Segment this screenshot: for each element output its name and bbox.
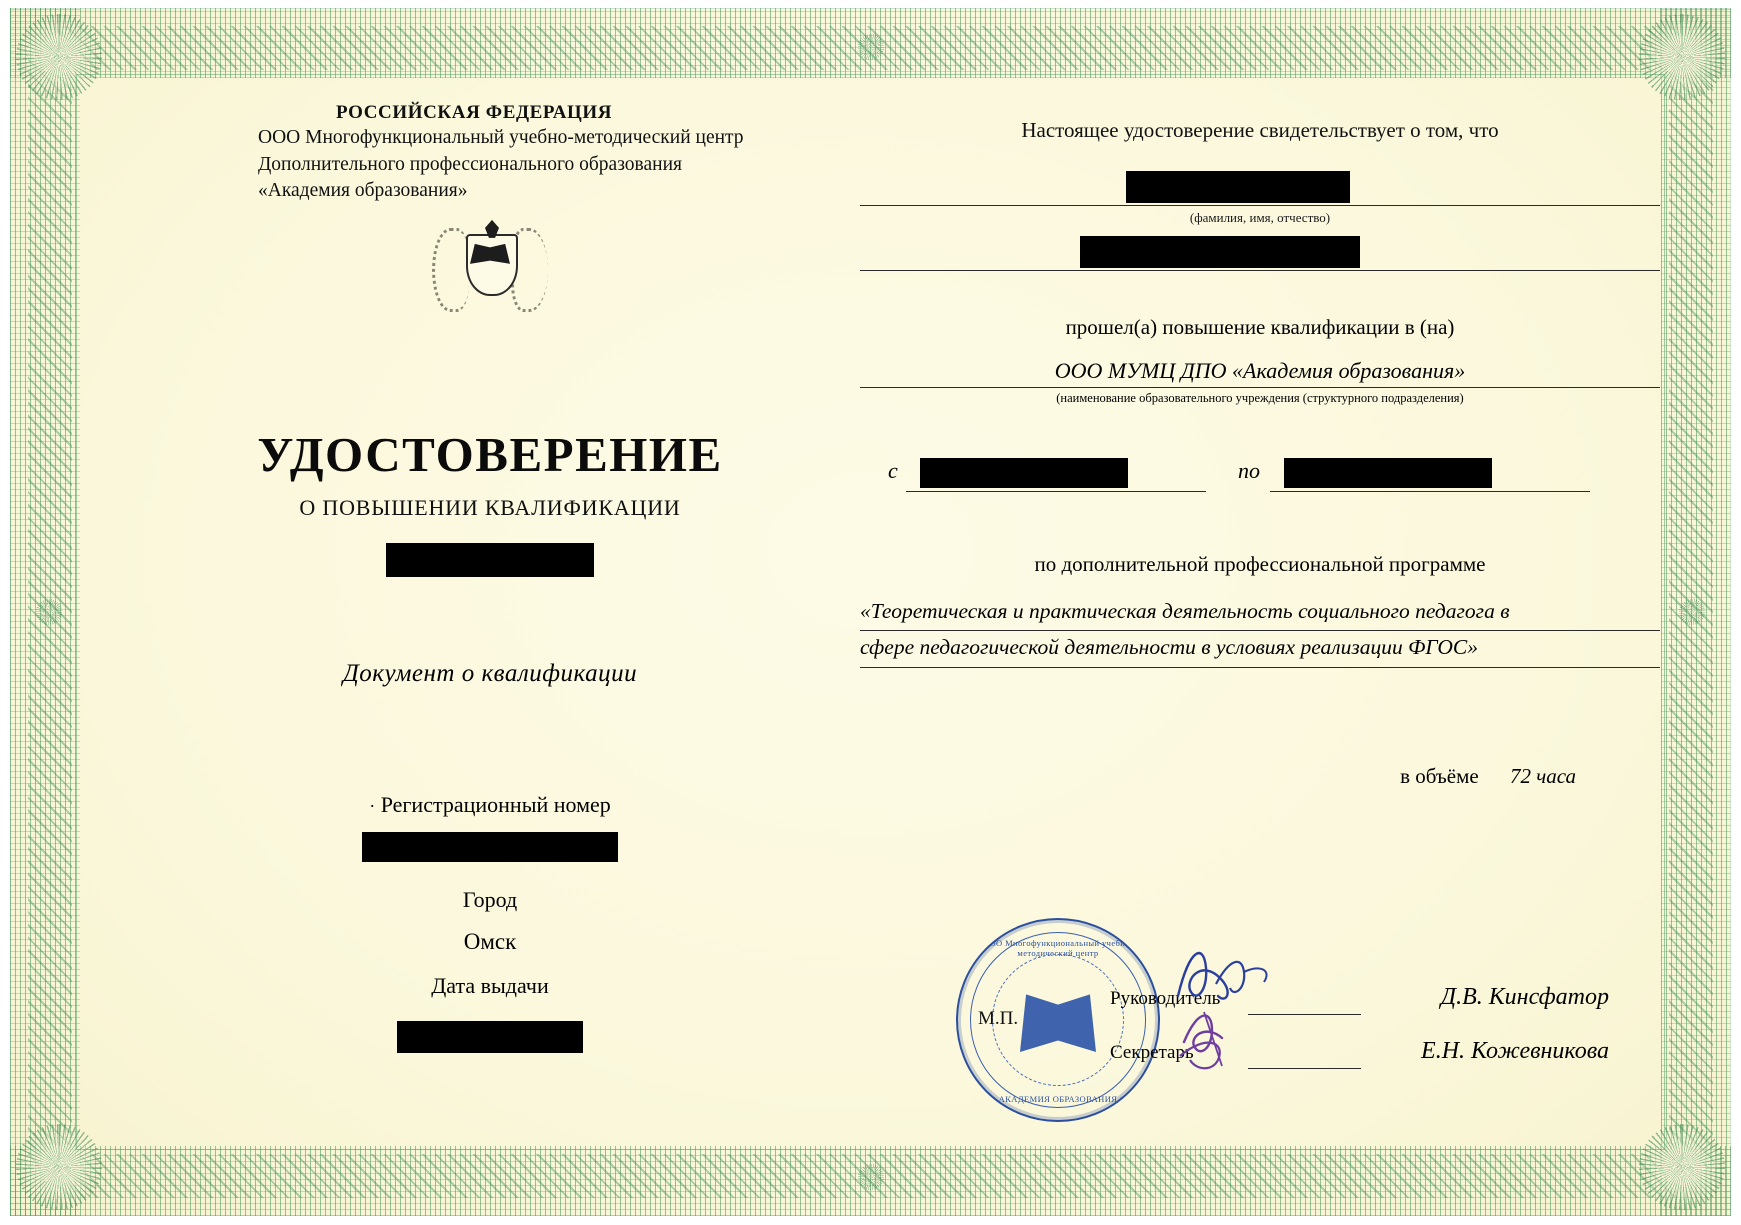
border-band-left	[10, 8, 80, 1216]
institution-caption: (наименование образовательного учреждения (структурного подразделения)	[1056, 391, 1464, 405]
shield-icon	[466, 234, 518, 296]
holder-name-line-2	[860, 234, 1660, 271]
border-midmark-top-icon	[858, 34, 884, 60]
right-column	[860, 118, 1660, 789]
page-subtitle: О ПОВЫШЕНИИ КВАЛИФИКАЦИИ	[299, 494, 681, 520]
secretary-signature-line	[1248, 1068, 1361, 1069]
to-date-line	[1270, 453, 1590, 492]
org-line-2: Дополнительного профессионального образования	[258, 153, 682, 175]
from-label: с	[888, 458, 898, 483]
program-lead-text: по дополнительной профессиональной программе	[1034, 552, 1486, 576]
border-midmark-right-icon	[1679, 599, 1705, 625]
redacted-to-date	[1284, 458, 1492, 488]
volume-row	[860, 764, 1660, 789]
border-band-bottom	[10, 1146, 1731, 1216]
wreath-left-icon	[432, 228, 469, 312]
certificate-content	[80, 78, 1661, 1146]
stamp-place-label: М.П.	[978, 1008, 1019, 1029]
redacted-number-wrap	[140, 543, 840, 582]
volume-value: 72 часа	[1509, 763, 1576, 788]
document-kind-label: Документ о квалификации	[342, 659, 638, 687]
signature-row-secretary	[1110, 1034, 1621, 1088]
border-band-right	[1661, 8, 1731, 1216]
director-signature-line	[1248, 1014, 1361, 1015]
director-role-label: Руководитель	[1110, 988, 1221, 1009]
redacted-date-wrap	[140, 1021, 840, 1058]
certify-lead-text: Настоящее удостоверение свидетельствует о том, что	[1021, 118, 1499, 142]
guilloche-left	[28, 56, 72, 1168]
stamp-top-text: ООО Многофункциональный учебно-методический центр	[982, 938, 1134, 958]
program-title-line-2: сфере педагогической деятельности в условиях реализации ФГОС»	[860, 631, 1660, 667]
left-column	[140, 100, 840, 1058]
secretary-role-label: Секретарь	[1110, 1042, 1194, 1063]
redacted-registration-number	[362, 832, 618, 862]
border-midmark-bottom-icon	[858, 1164, 884, 1190]
certificate-document	[10, 8, 1731, 1216]
column-divider	[842, 84, 843, 1140]
study-period-row	[860, 452, 1660, 492]
secretary-name: Е.Н. Кожевникова	[1421, 1038, 1609, 1064]
academy-emblem-icon	[430, 218, 550, 314]
registration-number-text: Регистрационный номер	[380, 791, 611, 817]
guilloche-top	[58, 26, 1683, 70]
issue-date-label: Дата выдачи	[431, 972, 549, 998]
guilloche-right	[1669, 56, 1713, 1168]
country-label: РОССИЙСКАЯ ФЕДЕРАЦИЯ	[336, 102, 613, 123]
to-label: по	[1238, 458, 1260, 483]
border-midmark-left-icon	[36, 599, 62, 625]
redacted-holder-surname	[1126, 171, 1350, 203]
border-band-top	[10, 8, 1731, 78]
issuing-organization	[140, 100, 840, 204]
redacted-document-number	[386, 543, 594, 577]
from-date-line	[906, 453, 1206, 492]
holder-name-caption: (фамилия, имя, отчество)	[1189, 210, 1331, 225]
reg-bullet-icon: ·	[369, 795, 376, 816]
signature-area	[860, 898, 1621, 1118]
redacted-from-date	[920, 458, 1128, 488]
org-line-1: ООО Многофункциональный учебно-методический центр	[258, 127, 744, 149]
redacted-issue-date	[397, 1021, 583, 1053]
holder-name-line-1	[860, 169, 1660, 206]
guilloche-bottom	[58, 1154, 1683, 1198]
registration-number-label	[140, 792, 840, 818]
signature-rows	[1110, 980, 1621, 1088]
page-title: УДОСТОВЕРЕНИЕ	[257, 426, 723, 482]
volume-label: в объёме	[1400, 763, 1479, 788]
stamp-bottom-text: * АКАДЕМИЯ ОБРАЗОВАНИЯ *	[991, 1094, 1125, 1104]
completed-lead-text: прошел(а) повышение квалификации в (на)	[1065, 315, 1455, 339]
redacted-holder-givenname	[1080, 236, 1360, 268]
org-line-3: «Академия образования»	[258, 179, 468, 201]
signature-row-director	[1110, 980, 1621, 1034]
city-label: Город	[462, 886, 518, 912]
program-title	[860, 595, 1660, 668]
institution-value: ООО МУМЦ ДПО «Академия образования»	[860, 358, 1660, 388]
director-name: Д.В. Кинсфатор	[1440, 984, 1609, 1010]
program-title-line-1: «Теоретическая и практическая деятельность социального педагога в	[860, 595, 1660, 631]
city-value: Омск	[463, 928, 517, 954]
redacted-registration-wrap	[140, 832, 840, 867]
